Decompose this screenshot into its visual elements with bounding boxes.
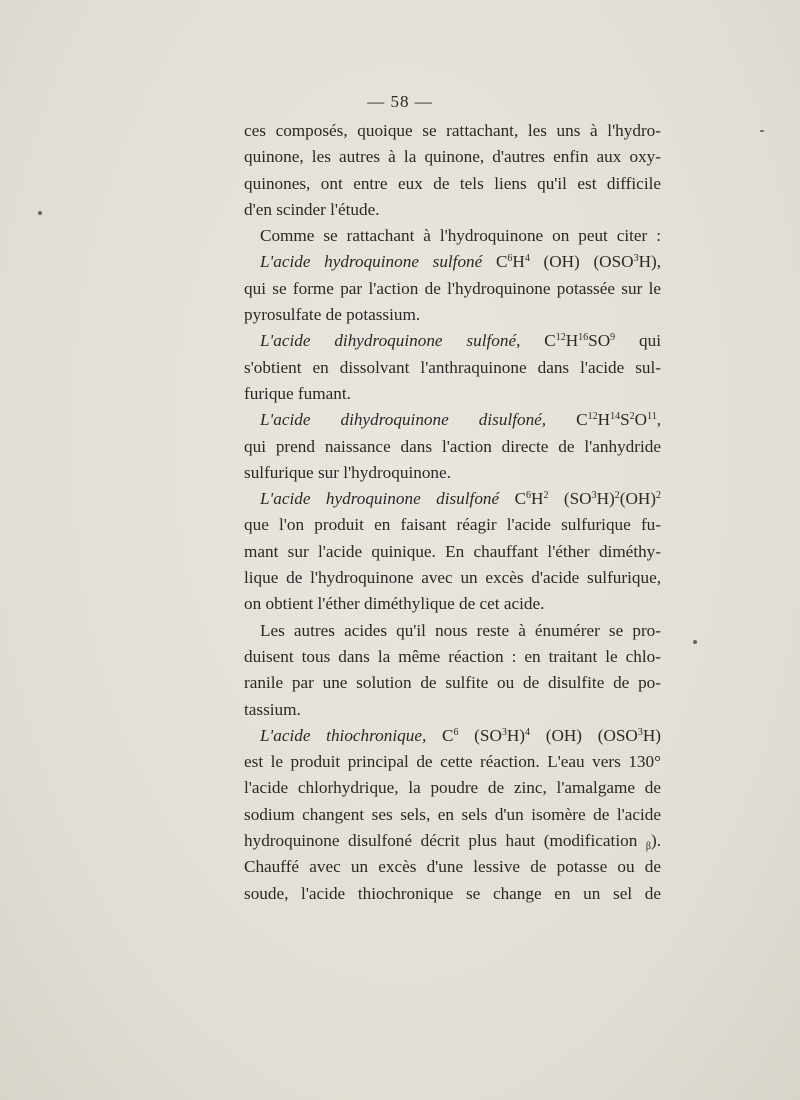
formula-index: 4 xyxy=(525,726,531,738)
formula-index: 2 xyxy=(656,490,662,502)
text-line xyxy=(244,670,661,696)
text-line xyxy=(244,197,661,223)
body-text xyxy=(244,118,661,907)
text-line xyxy=(244,328,661,354)
text-run: est le produit principal de cette réaction. L'eau vers 130° xyxy=(244,752,661,772)
text-run: C xyxy=(482,252,508,272)
formula-index: 14 xyxy=(610,411,621,423)
italic-term: L'acide dihydroquinone disulfoné, xyxy=(260,410,547,430)
text-run: d'en scinder l'étude. xyxy=(244,199,380,219)
text-line xyxy=(244,749,661,775)
paper-speck xyxy=(760,130,764,132)
text-run: quinones, ont entre eux de tels liens qu'il est difficile xyxy=(244,173,661,193)
text-run: H xyxy=(565,331,579,351)
formula-index: 2 xyxy=(543,490,549,502)
text-line xyxy=(244,854,661,880)
text-line xyxy=(244,539,661,565)
text-line xyxy=(244,276,661,302)
text-run: hydroquinone disulfoné décrit plus haut (modification xyxy=(244,831,646,851)
text-run: Comme se rattachant à l'hydroquinone on peut citer : xyxy=(260,226,661,246)
text-run: mant sur l'acide quinique. En chauffant l'éther diméthy- xyxy=(244,541,661,561)
text-run: ranile par une solution de sulfite ou de disulfite de po- xyxy=(244,673,661,693)
text-line xyxy=(244,381,661,407)
formula-index: 9 xyxy=(610,332,616,344)
text-line xyxy=(244,249,661,275)
text-run: O xyxy=(634,410,648,430)
text-line xyxy=(244,434,661,460)
formula-index: 12 xyxy=(555,332,566,344)
text-run: qui xyxy=(615,331,662,351)
text-line xyxy=(244,171,661,197)
text-run: on obtient l'éther diméthylique de cet acide. xyxy=(244,594,545,614)
text-line xyxy=(244,302,661,328)
text-run: SO xyxy=(588,331,611,351)
text-line xyxy=(244,565,661,591)
text-run: que l'on produit en faisant réagir l'acide sulfurique fu- xyxy=(244,515,661,535)
text-run: H) xyxy=(642,725,661,745)
text-run: ces composés, quoique se rattachant, les uns à l'hydro- xyxy=(244,121,661,140)
text-run: H xyxy=(512,252,525,272)
text-run: (SO xyxy=(458,725,502,745)
text-run: l'acide chlorhydrique, la poudre de zinc, l'amalgame de xyxy=(244,778,661,798)
text-run: H xyxy=(597,410,611,430)
text-run: C xyxy=(426,725,454,745)
text-run: (SO xyxy=(548,489,592,509)
text-line xyxy=(244,144,661,170)
text-line xyxy=(244,118,661,144)
text-line xyxy=(244,407,661,433)
paper-speck xyxy=(38,211,42,215)
formula-index: 4 xyxy=(524,253,530,265)
text-run: qui prend naissance dans l'action directe de l'anhydride xyxy=(244,436,661,456)
text-run: duisent tous dans la même réaction : en traitant le chlo- xyxy=(244,646,661,666)
formula-index: 6 xyxy=(453,726,459,738)
italic-term: L'acide hydroquinone sulfoné xyxy=(260,252,483,272)
text-run: lique de l'hydroquinone avec un excès d'acide sulfurique, xyxy=(244,568,661,588)
page-number: — 58 — xyxy=(367,92,433,111)
text-line xyxy=(244,802,661,828)
text-run: (OH) (OSO xyxy=(529,252,634,272)
text-line xyxy=(244,223,661,249)
formula-index: 16 xyxy=(578,332,589,344)
text-run: quinone, les autres à la quinone, d'autres enfin aux oxy- xyxy=(244,147,661,167)
text-line xyxy=(244,723,661,749)
paper-speck xyxy=(693,640,697,644)
text-line xyxy=(244,697,661,723)
formula-index: 6 xyxy=(507,253,513,265)
text-line xyxy=(244,618,661,644)
italic-term: L'acide thiochronique, xyxy=(260,725,427,745)
text-line xyxy=(244,460,661,486)
text-line xyxy=(244,355,661,381)
text-line xyxy=(244,828,661,854)
formula-index: 3 xyxy=(633,253,639,265)
text-run: tassium. xyxy=(244,699,301,719)
text-run: ). xyxy=(650,831,661,851)
text-run: H) xyxy=(506,725,526,745)
italic-term: L'acide hydroquinone disulfoné xyxy=(260,489,500,509)
formula-index: β xyxy=(645,841,651,853)
formula-index: 11 xyxy=(647,411,657,423)
text-run: pyrosulfate de potassium. xyxy=(244,305,421,325)
text-run: qui se forme par l'action de l'hydroquinone potassée sur le xyxy=(244,278,661,298)
formula-index: 2 xyxy=(629,411,635,423)
text-line xyxy=(244,775,661,801)
text-line xyxy=(244,591,661,617)
text-run: soude, l'acide thiochronique se change en un sel de xyxy=(244,883,661,903)
text-run: Chauffé avec un excès d'une lessive de potasse ou de xyxy=(244,857,661,877)
formula-index: 3 xyxy=(637,726,643,738)
text-run: C xyxy=(546,410,588,430)
text-run: H xyxy=(531,489,544,509)
text-run: C xyxy=(520,331,556,351)
text-line xyxy=(244,644,661,670)
text-run: Les autres acides qu'il nous reste à énumérer se pro- xyxy=(260,620,661,640)
text-run: sodium changent ses sels, en sels d'un isomère de l'acide xyxy=(244,804,661,824)
text-run: H), xyxy=(638,252,661,272)
text-line xyxy=(244,881,661,907)
italic-term: L'acide dihydroquinone sulfoné, xyxy=(260,331,521,351)
text-line xyxy=(244,512,661,538)
formula-index: 3 xyxy=(591,490,597,502)
text-run: sulfurique sur l'hydroquinone. xyxy=(244,462,451,482)
text-run: H) xyxy=(596,489,615,509)
formula-index: 6 xyxy=(526,490,532,502)
formula-index: 3 xyxy=(501,726,507,738)
formula-index: 12 xyxy=(587,411,598,423)
text-run: S xyxy=(620,410,630,430)
text-run: s'obtient en dissolvant l'anthraquinone dans l'acide sul- xyxy=(244,357,661,377)
text-run: furique fumant. xyxy=(244,383,351,403)
text-run: (OH) xyxy=(619,489,657,509)
text-run: (OH) (OSO xyxy=(530,725,638,745)
formula-index: 2 xyxy=(614,490,620,502)
text-run: , xyxy=(656,410,661,430)
text-line xyxy=(244,486,661,512)
text-run: C xyxy=(499,489,527,509)
